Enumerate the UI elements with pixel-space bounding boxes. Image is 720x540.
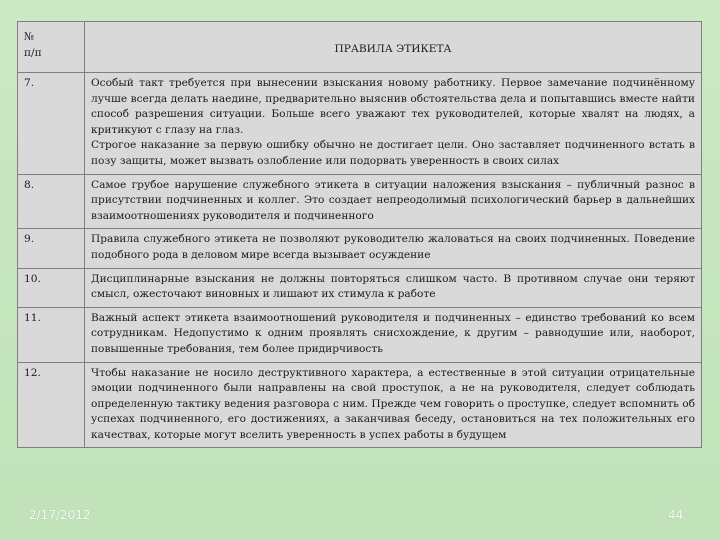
footer-date: 2/17/2012 xyxy=(29,508,91,522)
header-number-sublabel: п/п xyxy=(24,46,42,59)
rule-paragraph: Важный аспект этикета взаимоотношений руководителя и подчиненных – единство требований ко всем сотрудникам. Недопустимо к одним проявлять снисхождение, к другим – равнодушие или, наоборот, повышенные требования, тем более придирчивость xyxy=(91,311,695,355)
table-row xyxy=(18,362,702,448)
row-rule-text xyxy=(85,307,702,362)
footer-page-number: 44 xyxy=(668,508,684,522)
etiquette-rules-table xyxy=(17,21,702,448)
header-number-cell xyxy=(18,22,85,73)
rule-paragraph: Чтобы наказание не носило деструктивного характера, а естественные в этой ситуации отрицательные эмоции подчиненного были направлены на свой проступок, а не на руководителя, следует соблюдать определенную тактику ведения разговора с ним. Прежде чем говорить о проступке, следует вспомнить об успехах подчиненного, его достижениях, а заканчивая беседу, остановиться на тех положительных его качествах, которые могут вселить уверенность в успех работы в будущем xyxy=(91,366,695,441)
row-rule-text xyxy=(85,229,702,268)
rule-paragraph: Правила служебного этикета не позволяют руководителю жаловаться на своих подчиненных. Поведение подобного рода в деловом мире всегда вызывает осуждение xyxy=(91,233,695,261)
row-number: 8. xyxy=(18,174,85,229)
header-title-cell xyxy=(85,22,702,73)
table-title: ПРАВИЛА ЭТИКЕТА xyxy=(334,43,452,56)
rule-paragraph: Строгое наказание за первую ошибку обычно не достигает цели. Оно заставляет подчиненного встать в позу защиты, может вызвать озлобление или подорвать уверенность в своих силах xyxy=(91,139,695,167)
row-number: 11. xyxy=(18,307,85,362)
table-row xyxy=(18,174,702,229)
rule-paragraph: Самое грубое нарушение служебного этикета в ситуации наложения взыскания – публичный разнос в присутствии подчиненных и коллег. Это создает непреодолимый психологический барьер в дальнейших взаимоотношениях руководителя и подчиненного xyxy=(91,178,695,222)
table-row xyxy=(18,307,702,362)
header-number-label: № xyxy=(24,31,35,43)
rule-paragraph: Особый такт требуется при вынесении взыскания новому работнику. Первое замечание подчинённому лучше всегда делать наедине, предварительно выяснив обстоятельства дела и попытавшись вместе найти способ разрешения ситуации. Больше всего уважают тех руководителей, которые хвалят на людях, а критикуют с глазу на глаз. xyxy=(91,77,695,136)
row-number: 10. xyxy=(18,268,85,307)
row-number: 9. xyxy=(18,229,85,268)
row-rule-text xyxy=(85,73,702,175)
rule-paragraph: Дисциплинарные взыскания не должны повторяться слишком часто. В противном случае они теряют смысл, ожесточают виновных и лишают их стимула к работе xyxy=(91,272,695,301)
row-number: 12. xyxy=(18,362,85,448)
table-row xyxy=(18,268,702,307)
table-row xyxy=(18,73,702,175)
row-rule-text xyxy=(85,362,702,448)
row-rule-text xyxy=(85,174,702,229)
row-number: 7. xyxy=(18,73,85,175)
row-rule-text xyxy=(85,268,702,307)
table-header-row xyxy=(18,22,702,73)
table-row xyxy=(18,229,702,268)
